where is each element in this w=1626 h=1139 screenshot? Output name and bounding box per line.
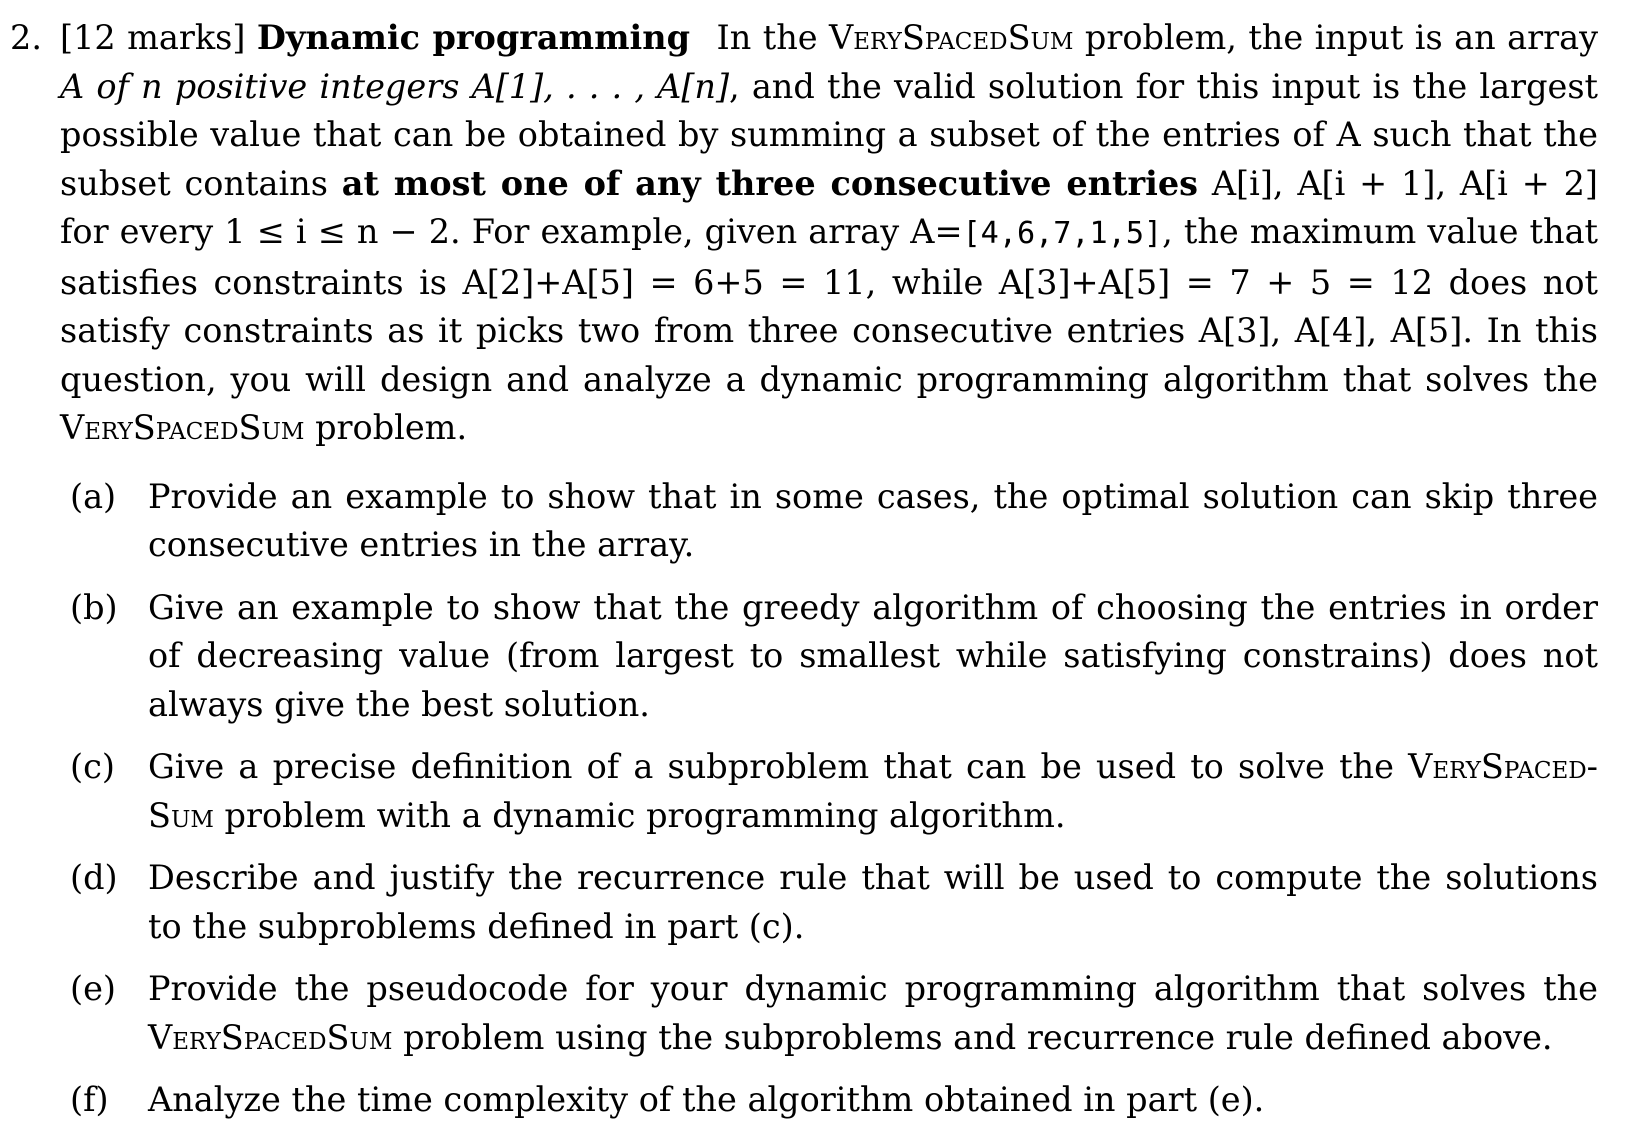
part-label: (f) (70, 1080, 109, 1119)
part-a (70, 473, 1598, 570)
part-text: Give an example to show that the greedy algorithm of choosing the entries in order of decreasing value (from largest to smallest while satisfying constrains) does not always give the best solution. (148, 587, 1598, 724)
document-page (10, 14, 1598, 1139)
intro-text-2: problem, the input is an array (1073, 18, 1598, 57)
part-text (148, 965, 1598, 1062)
intro-math-array: A of n positive integers A[1], . . . , A[n] (60, 66, 730, 106)
part-label: (e) (70, 969, 116, 1008)
part-text: Analyze the time complexity of the algorithm obtained in part (e). (148, 1080, 1265, 1119)
sub-questions (70, 473, 1598, 1125)
question-marks: [12 marks] (60, 18, 246, 57)
part-label: (d) (70, 858, 118, 897)
intro-text-6: , the maximum value that satisfies constraints is A[2]+A[5] = 6+5 = 11, while A[3]+A[5] = 7 + 5 = 12 does not satisfy constraints as it picks two from three consecutive entries A[3], A[4], A[5]. In this question, you will design and analyze a dynamic programming algorithm that solves the (60, 212, 1598, 399)
question-heading: Dynamic programming (256, 18, 691, 57)
part-f (70, 1076, 1598, 1125)
bold-constraint: at most one of any three consecutive entries (341, 163, 1199, 203)
problem-name: VerySpacedSum (829, 18, 1074, 57)
part-c (70, 743, 1598, 840)
part-text (148, 743, 1598, 840)
question-statement (60, 14, 1598, 453)
part-b (70, 584, 1598, 730)
intro-text-1: In the (716, 18, 830, 57)
part-text-2: problem with a dynamic programming algorithm. (213, 795, 1066, 835)
intro-text-4: , and the valid solution for this input is the largest possible value that can be obtained by summing a subset of the entries of A such that the subset contains (60, 66, 1598, 203)
intro-text-5: A[i], A[i + 1], A[i + 2] for every 1 ≤ i ≤ n − 2. For example, given array A= (60, 163, 1598, 251)
example-array: [4,6,7,1,5] (962, 216, 1163, 251)
part-text: Provide an example to show that in some cases, the optimal solution can skip three consecutive entries in the array. (148, 476, 1598, 564)
part-text: Describe and justify the recurrence rule that will be used to compute the solutions to the subproblems defined in part (c). (148, 858, 1598, 946)
part-d (70, 854, 1598, 951)
question-number: 2. (10, 18, 42, 57)
problem-name-2: VerySpacedSum (60, 408, 305, 447)
problem-name: VerySpacedSum (148, 1017, 393, 1057)
part-e (70, 965, 1598, 1062)
part-text-2: problem using the subproblems and recurrence rule defined above. (392, 1017, 1553, 1057)
part-text-1: Provide the pseudocode for your dynamic programming algorithm that solves the (148, 969, 1598, 1008)
part-label: (a) (70, 476, 117, 516)
intro-text-7: problem. (304, 408, 468, 447)
problem-name: VerySpaced-Sum (148, 747, 1598, 835)
part-label: (c) (70, 747, 115, 786)
part-label: (b) (70, 587, 118, 627)
part-text-1: Give a precise definition of a subproblem that can be used to solve the (148, 747, 1409, 786)
question-2 (10, 14, 1598, 453)
